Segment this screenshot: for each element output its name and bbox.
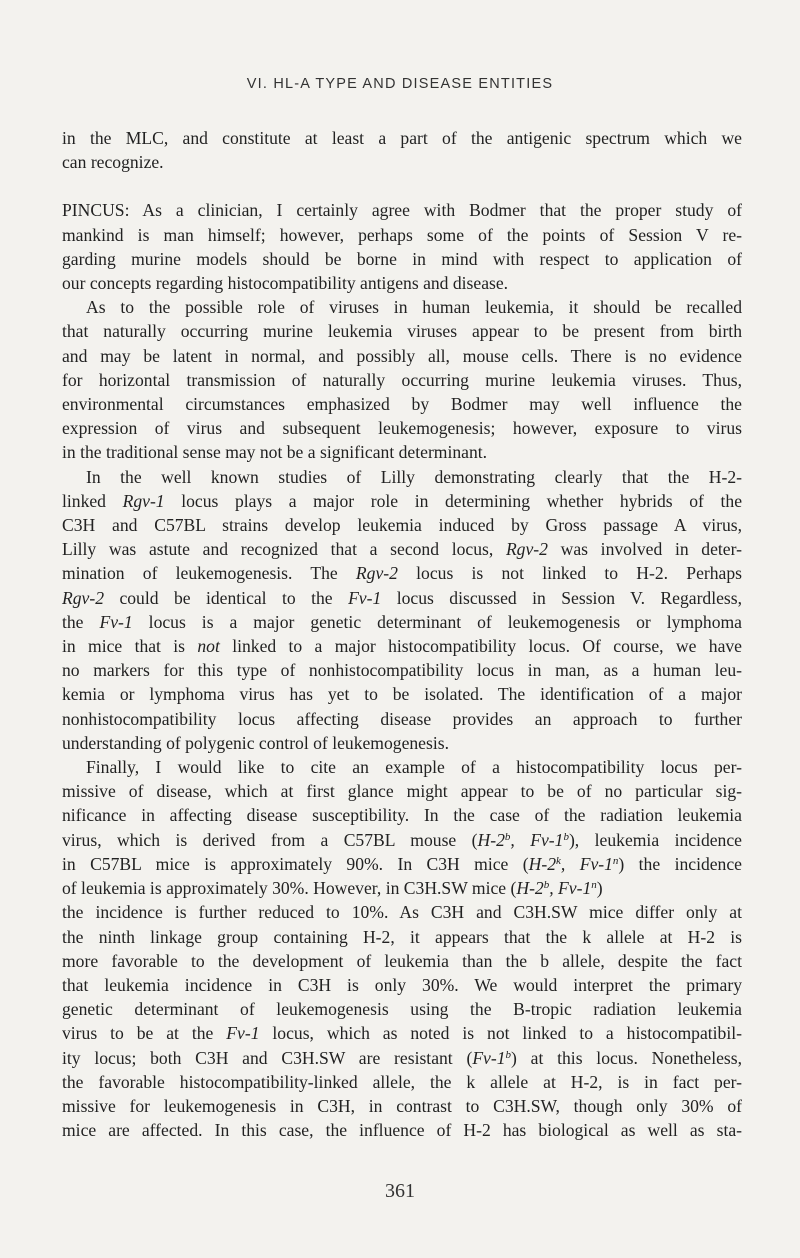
text-line: that naturally occurring murine leukemia viruses appear to be present from birth (62, 321, 742, 342)
text-line: mination of leukemogenesis. The Rgv-2 locus is not linked to H-2. Perhaps (62, 563, 742, 584)
text-line: the ninth linkage group containing H-2, it appears that the k allele at H-2 is (62, 926, 742, 947)
text-line: nificance in affecting disease susceptibility. In the case of the radiation leukemia (62, 805, 742, 826)
text-line: Rgv-2 could be identical to the Fv-1 locus discussed in Session V. Regardless, (62, 587, 743, 608)
text-line: no markers for this type of nonhistocompatibility locus in man, as a human leu- (62, 660, 742, 681)
text-line: of leukemia is approximately 30%. However, in C3H.SW mice (H-2$^b$, Fv-1$^n$) (62, 878, 603, 899)
page-number: 361 (385, 1180, 415, 1202)
text-line: mice are affected. In this case, the influence of H-2 has biological as well as sta- (62, 1120, 742, 1141)
text-line: mankind is man himself; however, perhaps some of the points of Session V re- (62, 224, 742, 245)
running-header: VI. HL-A TYPE AND DISEASE ENTITIES (246, 76, 554, 92)
text-line: in the MLC, and constitute at least a part of the antigenic spectrum which we (62, 128, 742, 148)
text-line: environmental circumstances emphasized by Bodmer may well influence the (62, 394, 742, 415)
text-line: Lilly was astute and recognized that a second locus, Rgv-2 was involved in deter- (62, 539, 742, 560)
text-line: that leukemia incidence in C3H is only 30%. We would interpret the primary (62, 974, 742, 995)
text-line: missive for leukemogenesis in C3H, in contrast to C3H.SW, though only 30% of (62, 1095, 742, 1116)
body-text (62, 126, 742, 1142)
text-line: and may be latent in normal, and possibly all, mouse cells. There is no evidence (62, 345, 742, 366)
text-line: understanding of polygenic control of leukemogenesis. (62, 732, 449, 753)
text-line: expression of virus and subsequent leukemogenesis; however, exposure to virus (62, 418, 742, 439)
text-line: for horizontal transmission of naturally occurring murine leukemia viruses. Thus, (62, 369, 742, 390)
text-line: the favorable histocompatibility-linked allele, the k allele at H-2, is in fact per- (62, 1071, 742, 1092)
text-line: In the well known studies of Lilly demonstrating clearly that the H-2- (86, 466, 742, 487)
text-line: missive of disease, which at first glance might appear to be of no particular sig- (62, 781, 742, 802)
text-line: genetic determinant of leukemogenesis using the B-tropic radiation leukemia (62, 999, 742, 1020)
text-line: linked Rgv-1 locus plays a major role in determining whether hybrids of the (62, 490, 743, 511)
text-line: nonhistocompatibility locus affecting disease provides an approach to further (62, 708, 742, 729)
text-line: in the traditional sense may not be a significant determinant. (62, 442, 488, 463)
text-line: in mice that is not linked to a major histocompatibility locus. Of course, we have (62, 636, 742, 657)
text-line: virus, which is derived from a C57BL mouse (H-2$^b$, Fv-1$^b$), leukemia incidence (62, 829, 742, 850)
text-line: As to the possible role of viruses in human leukemia, it should be recalled (86, 297, 742, 318)
text-line: PINCUS: As a clinician, I certainly agree with Bodmer that the proper study of (62, 200, 742, 221)
text-line: more favorable to the development of leukemia than the b allele, despite the fact (62, 950, 742, 971)
text-line: in C57BL mice is approximately 90%. In C3H mice (H-2$^k$, Fv-1$^n$) the incidence (62, 853, 742, 874)
text-line: the incidence is further reduced to 10%. As C3H and C3H.SW mice differ only at (62, 902, 742, 923)
text-line: virus to be at the Fv-1 locus, which as noted is not linked to a histocompatibil- (62, 1023, 742, 1044)
text-line: C3H and C57BL strains develop leukemia induced by Gross passage A virus, (62, 515, 742, 536)
text-line: ity locus; both C3H and C3H.SW are resistant (Fv-1$^b$) at this locus. Nonetheless, (62, 1047, 742, 1068)
text-line: can recognize. (62, 152, 164, 173)
text-line: Finally, I would like to cite an example of a histocompatibility locus per- (86, 757, 742, 778)
text-line: the Fv-1 locus is a major genetic determinant of leukemogenesis or lymphoma (62, 611, 742, 632)
text-line: kemia or lymphoma virus has yet to be isolated. The identification of a major (62, 684, 742, 705)
text-line: garding murine models should be borne in mind with respect to application of (62, 248, 742, 269)
text-line: our concepts regarding histocompatibility antigens and disease. (62, 273, 509, 294)
